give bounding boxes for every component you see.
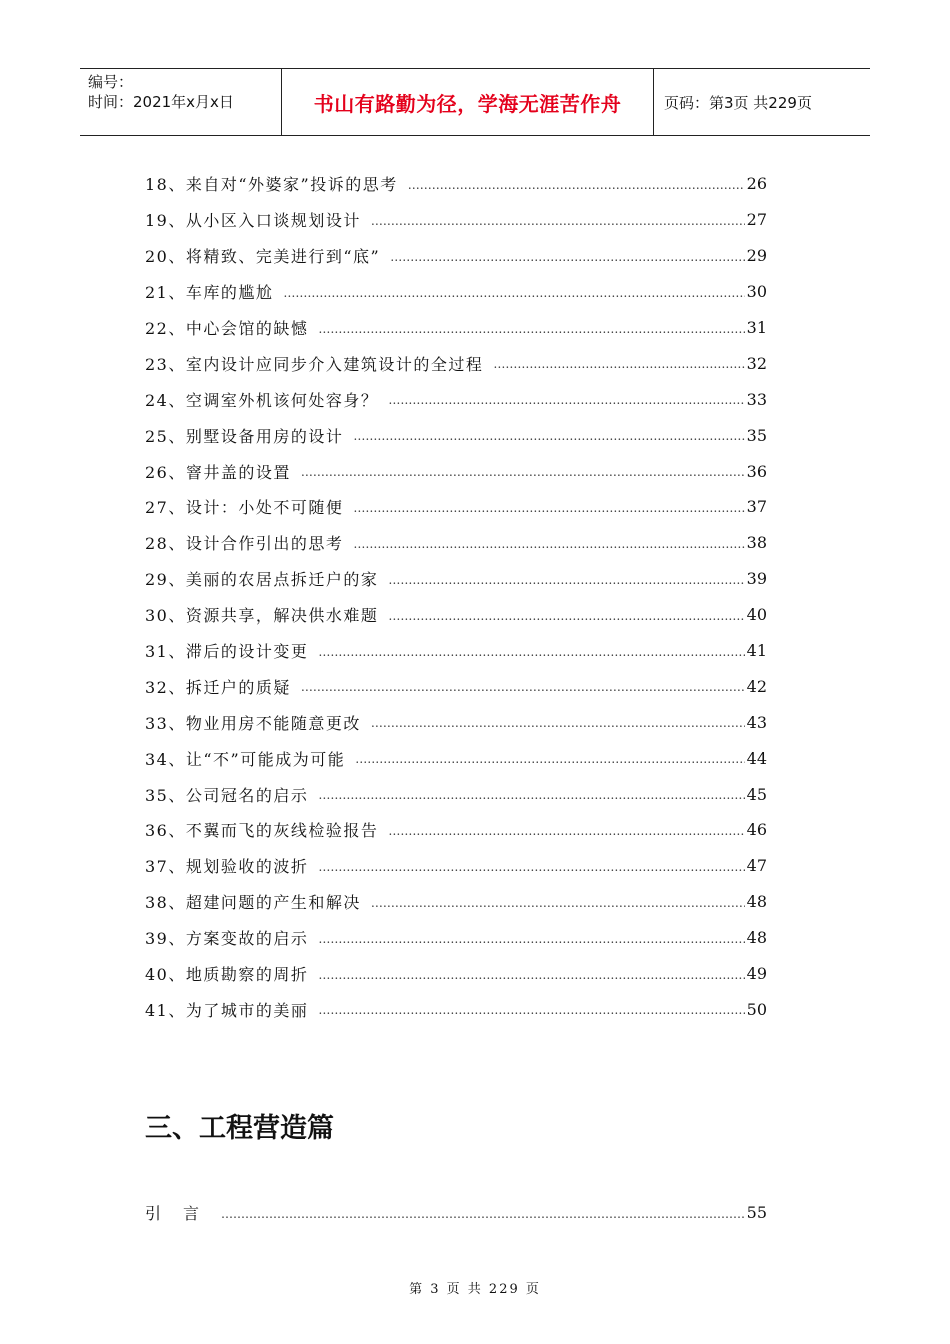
- toc-entry-number: 23、: [145, 354, 186, 374]
- toc-intro-entry: [145, 1195, 767, 1231]
- dot-leader: [493, 357, 744, 371]
- header-meta: [80, 69, 282, 135]
- dot-leader: [388, 393, 744, 407]
- table-of-contents: [145, 166, 767, 1027]
- toc-entry-number: 40、: [145, 965, 186, 985]
- toc-entry-page: 45: [746, 784, 767, 804]
- toc-entry-title: 规划验收的波折: [185, 857, 309, 877]
- toc-entry-number: 34、: [145, 749, 186, 769]
- toc-entry-title: 来自对“外婆家”投诉的思考: [185, 175, 398, 195]
- toc-entry-number: 19、: [145, 211, 186, 231]
- dot-leader: [318, 645, 744, 659]
- toc-entry-number: 22、: [145, 319, 186, 338]
- toc-entry-title: 地质勘察的周折: [185, 965, 309, 985]
- toc-entry[interactable]: [145, 417, 767, 453]
- dot-leader: [390, 250, 744, 264]
- toc-entry[interactable]: [145, 310, 767, 346]
- document-number-label: 编号：: [88, 73, 134, 91]
- header-motto: 书山有路勤为径，学海无涯苦作舟: [282, 69, 654, 135]
- toc-entry[interactable]: [145, 453, 767, 489]
- toc-entry-title: 车库的尴尬: [185, 283, 274, 303]
- dot-leader: [408, 178, 745, 192]
- dot-leader: [371, 716, 745, 730]
- toc-entry-title: 方案变故的启示: [185, 929, 309, 949]
- toc-entry-page: 29: [746, 246, 767, 266]
- toc-entry-title: 空调室外机该何处容身？: [185, 390, 379, 410]
- toc-entry-number: 39、: [145, 929, 186, 949]
- dot-leader: [388, 573, 744, 587]
- dot-leader: [301, 465, 745, 479]
- toc-entry-title: 窨井盖的设置: [185, 462, 291, 482]
- toc-entry-page: 36: [746, 461, 767, 481]
- toc-entry-page: 30: [746, 282, 767, 302]
- toc-entry-title: 为了城市的美丽: [185, 1000, 309, 1020]
- toc-entry-page: 39: [746, 569, 767, 589]
- dot-leader: [353, 429, 744, 443]
- toc-entry-title: 将精致、完美进行到“底”: [185, 247, 381, 267]
- toc-entry[interactable]: [145, 238, 767, 274]
- toc-entry[interactable]: [145, 525, 767, 561]
- toc-entry-page: 46: [746, 820, 767, 840]
- toc-entry-page: 50: [746, 999, 767, 1019]
- document-date: 时间：2021年x月x日: [88, 93, 234, 111]
- toc-entry[interactable]: [145, 561, 767, 597]
- toc-entry-page: 33: [746, 389, 767, 409]
- toc-entry-title: 室内设计应同步介入建筑设计的全过程: [185, 354, 484, 374]
- toc-entry-number: 26、: [145, 462, 186, 482]
- toc-entry[interactable]: [145, 776, 767, 812]
- toc-entry-title: 设计：小处不可随便: [185, 498, 344, 518]
- toc-entry-number: 38、: [145, 893, 186, 913]
- toc-entry-title: 公司冠名的启示: [185, 785, 309, 805]
- toc-entry-page: 40: [746, 605, 767, 625]
- toc-entry-title: 从小区入口谈规划设计: [185, 211, 361, 231]
- toc-entry-page: 44: [746, 748, 767, 768]
- toc-entry-page: 48: [746, 892, 767, 912]
- toc-entry-page: 38: [746, 533, 767, 553]
- toc-entry-page: 42: [746, 676, 767, 696]
- toc-entry[interactable]: [145, 597, 767, 633]
- toc-entry-title: 不翼而飞的灰线检验报告: [185, 821, 379, 841]
- toc-entry-number: 21、: [145, 283, 186, 303]
- toc-entry[interactable]: [145, 956, 767, 992]
- toc-entry-number: 27、: [145, 498, 186, 518]
- dot-leader: [353, 537, 744, 551]
- toc-entry-number: 31、: [145, 642, 186, 662]
- toc-entry-title: 美丽的农居点拆迁户的家: [185, 570, 379, 590]
- dot-leader: [371, 896, 745, 910]
- dot-leader: [318, 860, 744, 874]
- toc-entry[interactable]: [145, 991, 767, 1027]
- toc-entry-title: 让“不”可能成为可能: [185, 749, 346, 769]
- toc-entry-page: 55: [746, 1203, 767, 1223]
- toc-entry-number: 41、: [145, 1000, 186, 1020]
- toc-entry-title: 拆迁户的质疑: [185, 677, 291, 697]
- toc-entry-title: 别墅设备用房的设计: [185, 426, 344, 446]
- toc-entry-number: 30、: [145, 606, 186, 626]
- toc-entry-number: 33、: [145, 713, 186, 733]
- page-footer: 第 3 页 共 229 页: [409, 1282, 541, 1297]
- toc-entry-title: 超建问题的产生和解决: [185, 893, 361, 913]
- dot-leader: [353, 501, 744, 515]
- section-heading: 三、工程营造篇: [145, 1113, 334, 1144]
- toc-entry[interactable]: [145, 489, 767, 525]
- toc-entry-number: 35、: [145, 785, 186, 805]
- toc-entry-number: 18、: [145, 175, 186, 195]
- toc-entry-number: 29、: [145, 570, 186, 590]
- toc-entry-page: 31: [746, 318, 767, 337]
- page-header: [80, 68, 870, 136]
- toc-entry-number: 24、: [145, 390, 186, 410]
- toc-entry[interactable]: [145, 884, 767, 920]
- toc-entry-title: 滞后的设计变更: [185, 642, 309, 662]
- toc-entry[interactable]: [145, 633, 767, 669]
- toc-entry[interactable]: [145, 274, 767, 310]
- toc-entry-page: 37: [746, 497, 767, 517]
- dot-leader: [301, 680, 745, 694]
- toc-entry[interactable]: [145, 345, 767, 381]
- toc-entry-page: 49: [746, 964, 767, 984]
- toc-entry[interactable]: [145, 740, 767, 776]
- dot-leader: [355, 752, 744, 766]
- dot-leader: [371, 214, 745, 228]
- toc-entry-page: 41: [746, 641, 767, 661]
- dot-leader: [388, 824, 744, 838]
- toc-entry[interactable]: [145, 848, 767, 884]
- toc-entry-number: 36、: [145, 821, 186, 841]
- toc-entry-number: 37、: [145, 857, 186, 877]
- toc-entry-page: 32: [746, 353, 767, 373]
- dot-leader: [318, 322, 744, 336]
- toc-entry[interactable]: [145, 920, 767, 956]
- toc-entry-title: 物业用房不能随意更改: [185, 713, 361, 733]
- toc-entry-page: 27: [746, 210, 767, 230]
- dot-leader: [221, 1207, 745, 1221]
- toc-entry[interactable]: [145, 704, 767, 740]
- toc-entry-number: 32、: [145, 677, 186, 697]
- toc-entry-title: 中心会馆的缺憾: [185, 319, 309, 338]
- dot-leader: [283, 286, 744, 300]
- toc-entry-page: 43: [746, 712, 767, 732]
- toc-entry[interactable]: [145, 166, 767, 202]
- toc-entry-title: 设计合作引出的思考: [185, 534, 344, 554]
- toc-entry[interactable]: [145, 812, 767, 848]
- toc-entry-title: 引言: [145, 1204, 222, 1224]
- toc-entry[interactable]: [145, 381, 767, 417]
- dot-leader: [388, 609, 744, 623]
- toc-entry[interactable]: [145, 668, 767, 704]
- dot-leader: [318, 788, 744, 802]
- toc-entry-number: 20、: [145, 247, 186, 267]
- toc-entry-page: 47: [746, 856, 767, 876]
- toc-entry-title: 资源共享，解决供水难题: [185, 606, 379, 626]
- toc-entry-number: 25、: [145, 426, 186, 446]
- toc-entry[interactable]: [145, 202, 767, 238]
- toc-entry-page: 35: [746, 425, 767, 445]
- dot-leader: [318, 968, 744, 982]
- dot-leader: [318, 932, 744, 946]
- toc-entry-page: 26: [746, 174, 767, 194]
- toc-entry[interactable]: [145, 1195, 767, 1231]
- toc-entry-page: 48: [746, 928, 767, 948]
- header-page-info: 页码：第3页 共229页: [664, 93, 812, 112]
- dot-leader: [318, 1003, 744, 1017]
- toc-entry-number: 28、: [145, 534, 186, 554]
